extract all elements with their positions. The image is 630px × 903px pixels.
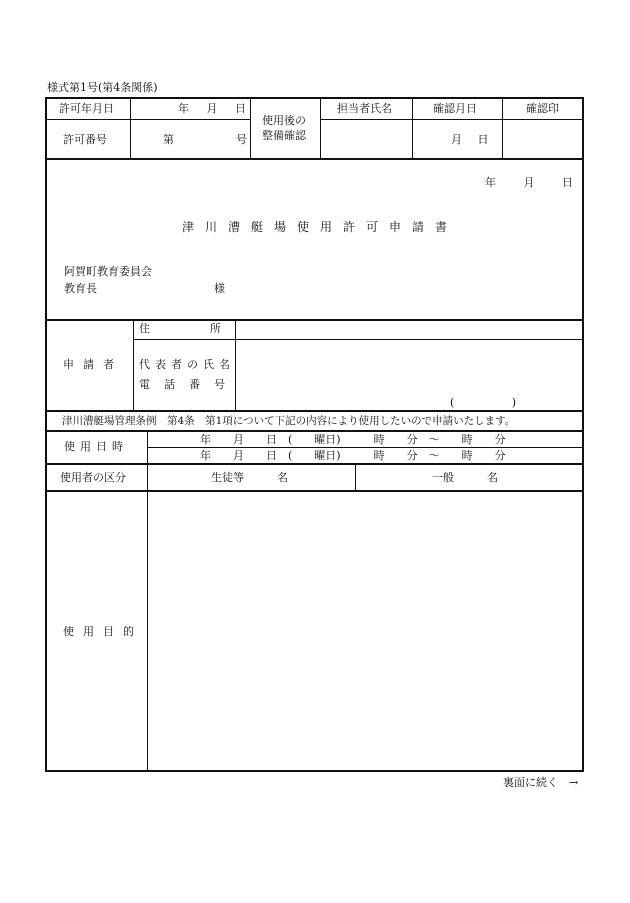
students-count: 生徒等 名 [211, 471, 288, 484]
usage-datetime-label: 使用日時 [64, 440, 128, 453]
user-category-label: 使用者の区分 [60, 471, 126, 484]
permit-number-suffix: 号 [236, 133, 247, 146]
document-title: 津川漕艇場使用許可申請書 [182, 220, 459, 234]
application-date: 年 月 日 [485, 176, 573, 189]
after-use-label-2: 整備確認 [262, 129, 306, 142]
confirm-date-label: 確認月日 [433, 102, 477, 115]
addressee-board: 阿賀町教育委員会 [64, 265, 152, 278]
person-in-charge-label: 担当者氏名 [337, 102, 392, 115]
representative-label: 代表者の氏名 [139, 358, 235, 371]
permit-date-value: 年 月 日 [178, 102, 246, 115]
usage-datetime-row-1: 年 月 日 ( 曜日) 時 分 ～ 時 分 [200, 433, 506, 446]
continued-note: 裏面に続く → [503, 776, 579, 789]
permit-number-prefix: 第 [163, 133, 174, 146]
address-label: 住所 [139, 322, 281, 335]
permit-date-label: 許可年月日 [59, 102, 114, 115]
phone-paren: ( ) [450, 396, 517, 409]
form-label: 様式第1号(第4条関係) [47, 81, 158, 94]
purpose-label: 使用目的 [63, 625, 143, 638]
applicant-label: 申請者 [63, 358, 123, 371]
general-count: 一般 名 [432, 471, 498, 484]
addressee-title: 教育長 [64, 282, 97, 295]
permit-number-label: 許可番号 [63, 133, 107, 146]
confirm-date-value: 月 日 [451, 133, 489, 146]
statement-text: 津川漕艇場管理条例 第4条 第1項について下記の内容により使用したいので申請いたします。 [62, 415, 516, 427]
honorific: 様 [214, 282, 225, 295]
phone-label: 電話番号 [139, 378, 239, 391]
usage-datetime-row-2: 年 月 日 ( 曜日) 時 分 ～ 時 分 [200, 449, 506, 462]
after-use-label-1: 使用後の [262, 114, 306, 127]
confirm-seal-label: 確認印 [526, 102, 559, 115]
purpose-field[interactable] [149, 493, 581, 769]
